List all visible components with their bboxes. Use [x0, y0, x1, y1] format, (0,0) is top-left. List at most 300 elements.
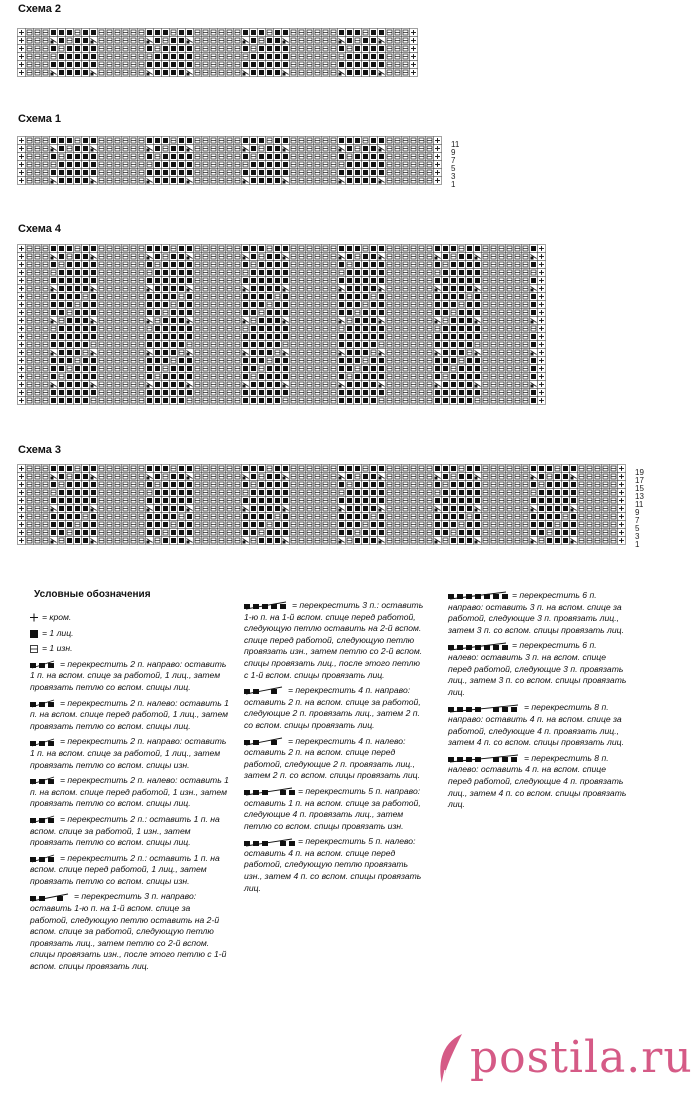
stitch-cell	[106, 521, 114, 529]
stitch-cell	[50, 245, 58, 253]
stitch-cell	[338, 161, 346, 169]
stitch-cell	[370, 53, 378, 61]
stitch-cell	[386, 153, 394, 161]
stitch-cell	[50, 373, 58, 381]
stitch-cell	[498, 253, 506, 261]
stitch-cell	[74, 513, 82, 521]
stitch-cell	[530, 489, 538, 497]
stitch-cell	[346, 137, 354, 145]
stitch-cell	[466, 373, 474, 381]
stitch-cell	[298, 365, 306, 373]
stitch-cell	[42, 293, 50, 301]
stitch-cell	[362, 45, 370, 53]
stitch-cell	[330, 365, 338, 373]
stitch-cell	[82, 177, 90, 185]
stitch-cell	[290, 497, 298, 505]
stitch-cell	[82, 293, 90, 301]
stitch-cell	[354, 285, 362, 293]
stitch-cell	[322, 341, 330, 349]
stitch-cell	[234, 465, 242, 473]
stitch-cell	[266, 325, 274, 333]
stitch-cell	[186, 137, 194, 145]
stitch-cell	[378, 285, 386, 293]
stitch-cell	[618, 537, 626, 545]
stitch-cell	[282, 53, 290, 61]
stitch-cell	[314, 145, 322, 153]
stitch-cell	[602, 505, 610, 513]
stitch-cell	[546, 521, 554, 529]
stitch-cell	[298, 145, 306, 153]
stitch-cell	[58, 69, 66, 77]
scheme-1-chart	[17, 136, 443, 186]
stitch-cell	[154, 45, 162, 53]
stitch-cell	[402, 153, 410, 161]
stitch-cell	[170, 161, 178, 169]
stitch-cell	[586, 481, 594, 489]
stitch-cell	[154, 177, 162, 185]
stitch-cell	[162, 489, 170, 497]
stitch-cell	[138, 349, 146, 357]
stitch-cell	[402, 301, 410, 309]
stitch-cell	[330, 37, 338, 45]
stitch-cell	[234, 481, 242, 489]
stitch-cell	[354, 325, 362, 333]
stitch-cell	[98, 373, 106, 381]
stitch-cell	[74, 293, 82, 301]
stitch-cell	[114, 389, 122, 397]
stitch-cell	[434, 349, 442, 357]
stitch-cell	[122, 245, 130, 253]
stitch-cell	[42, 177, 50, 185]
stitch-cell	[170, 317, 178, 325]
scheme-4-chart	[17, 244, 547, 406]
stitch-cell	[74, 177, 82, 185]
stitch-cell	[98, 325, 106, 333]
stitch-cell	[394, 177, 402, 185]
stitch-cell	[586, 513, 594, 521]
stitch-cell	[26, 309, 34, 317]
stitch-cell	[322, 489, 330, 497]
row-number: 1	[451, 180, 456, 190]
stitch-cell	[194, 325, 202, 333]
stitch-cell	[346, 341, 354, 349]
stitch-cell	[386, 137, 394, 145]
stitch-cell	[34, 37, 42, 45]
stitch-cell	[242, 317, 250, 325]
stitch-cell	[298, 317, 306, 325]
stitch-cell	[522, 529, 530, 537]
row-number: 11	[635, 500, 644, 510]
stitch-cell	[450, 357, 458, 365]
stitch-cell	[530, 269, 538, 277]
stitch-cell	[362, 301, 370, 309]
stitch-cell	[410, 489, 418, 497]
stitch-cell	[410, 37, 418, 45]
stitch-cell	[434, 333, 442, 341]
stitch-cell	[146, 325, 154, 333]
stitch-cell	[338, 285, 346, 293]
stitch-cell	[106, 277, 114, 285]
stitch-cell	[290, 69, 298, 77]
stitch-cell	[74, 489, 82, 497]
stitch-cell	[482, 529, 490, 537]
stitch-cell	[418, 537, 426, 545]
stitch-cell	[282, 521, 290, 529]
stitch-cell	[274, 489, 282, 497]
stitch-cell	[306, 61, 314, 69]
stitch-cell	[74, 473, 82, 481]
stitch-cell	[98, 301, 106, 309]
stitch-cell	[338, 473, 346, 481]
stitch-cell	[530, 513, 538, 521]
stitch-cell	[18, 277, 26, 285]
stitch-cell	[242, 537, 250, 545]
stitch-cell	[250, 161, 258, 169]
stitch-cell	[146, 529, 154, 537]
stitch-cell	[138, 381, 146, 389]
stitch-cell	[186, 497, 194, 505]
stitch-cell	[242, 505, 250, 513]
stitch-cell	[530, 309, 538, 317]
legend-item	[30, 736, 230, 771]
stitch-cell	[130, 169, 138, 177]
stitch-cell	[130, 397, 138, 405]
stitch-cell	[562, 497, 570, 505]
stitch-cell	[266, 245, 274, 253]
stitch-cell	[394, 169, 402, 177]
stitch-cell	[498, 349, 506, 357]
stitch-cell	[474, 317, 482, 325]
stitch-cell	[154, 365, 162, 373]
stitch-cell	[394, 253, 402, 261]
stitch-cell	[514, 489, 522, 497]
stitch-cell	[162, 373, 170, 381]
stitch-cell	[314, 529, 322, 537]
stitch-cell	[370, 269, 378, 277]
stitch-cell	[130, 537, 138, 545]
stitch-cell	[194, 357, 202, 365]
stitch-cell	[426, 285, 434, 293]
stitch-cell	[242, 465, 250, 473]
stitch-cell	[530, 465, 538, 473]
stitch-cell	[298, 293, 306, 301]
stitch-cell	[514, 301, 522, 309]
stitch-cell	[474, 465, 482, 473]
stitch-cell	[146, 261, 154, 269]
stitch-cell	[410, 529, 418, 537]
stitch-cell	[306, 497, 314, 505]
stitch-cell	[202, 373, 210, 381]
stitch-cell	[282, 389, 290, 397]
stitch-cell	[178, 357, 186, 365]
stitch-cell	[426, 489, 434, 497]
stitch-cell	[186, 349, 194, 357]
stitch-cell	[74, 37, 82, 45]
stitch-cell	[98, 177, 106, 185]
stitch-cell	[330, 285, 338, 293]
stitch-cell	[154, 373, 162, 381]
stitch-cell	[242, 309, 250, 317]
stitch-cell	[418, 473, 426, 481]
stitch-cell	[290, 45, 298, 53]
stitch-cell	[498, 309, 506, 317]
stitch-cell	[218, 513, 226, 521]
stitch-cell	[18, 61, 26, 69]
stitch-cell	[186, 301, 194, 309]
stitch-cell	[90, 349, 98, 357]
stitch-cell	[386, 277, 394, 285]
stitch-cell	[538, 473, 546, 481]
stitch-cell	[234, 349, 242, 357]
stitch-cell	[346, 489, 354, 497]
stitch-cell	[322, 253, 330, 261]
knit-symbol-icon	[30, 629, 38, 638]
stitch-cell	[362, 397, 370, 405]
stitch-cell	[26, 365, 34, 373]
stitch-cell	[602, 473, 610, 481]
stitch-cell	[298, 61, 306, 69]
stitch-cell	[50, 521, 58, 529]
stitch-cell	[386, 69, 394, 77]
stitch-cell	[322, 53, 330, 61]
stitch-cell	[466, 301, 474, 309]
stitch-cell	[122, 481, 130, 489]
stitch-cell	[402, 537, 410, 545]
stitch-cell	[450, 473, 458, 481]
stitch-cell	[450, 365, 458, 373]
stitch-cell	[170, 357, 178, 365]
stitch-cell	[130, 497, 138, 505]
stitch-cell	[98, 381, 106, 389]
stitch-cell	[514, 253, 522, 261]
stitch-cell	[330, 389, 338, 397]
stitch-cell	[282, 277, 290, 285]
stitch-cell	[482, 277, 490, 285]
stitch-cell	[90, 153, 98, 161]
stitch-cell	[434, 317, 442, 325]
stitch-cell	[498, 285, 506, 293]
stitch-cell	[450, 317, 458, 325]
stitch-cell	[226, 389, 234, 397]
stitch-cell	[594, 497, 602, 505]
stitch-cell	[394, 325, 402, 333]
stitch-cell	[106, 269, 114, 277]
stitch-cell	[418, 465, 426, 473]
stitch-cell	[434, 153, 442, 161]
stitch-cell	[274, 381, 282, 389]
stitch-cell	[34, 277, 42, 285]
stitch-cell	[434, 465, 442, 473]
c2rp-symbol-icon	[30, 738, 56, 747]
stitch-cell	[378, 521, 386, 529]
stitch-cell	[82, 357, 90, 365]
stitch-cell	[506, 389, 514, 397]
stitch-cell	[258, 301, 266, 309]
stitch-cell	[90, 489, 98, 497]
stitch-cell	[242, 341, 250, 349]
stitch-cell	[522, 317, 530, 325]
stitch-cell	[74, 389, 82, 397]
stitch-cell	[98, 537, 106, 545]
stitch-cell	[90, 497, 98, 505]
stitch-cell	[178, 389, 186, 397]
stitch-cell	[202, 37, 210, 45]
stitch-cell	[82, 69, 90, 77]
stitch-cell	[114, 285, 122, 293]
stitch-cell	[314, 349, 322, 357]
legend-item	[448, 753, 628, 811]
stitch-cell	[362, 465, 370, 473]
stitch-cell	[298, 325, 306, 333]
stitch-cell	[338, 277, 346, 285]
stitch-cell	[362, 389, 370, 397]
stitch-cell	[538, 521, 546, 529]
stitch-cell	[186, 61, 194, 69]
stitch-cell	[338, 261, 346, 269]
stitch-cell	[202, 245, 210, 253]
stitch-cell	[482, 309, 490, 317]
stitch-cell	[482, 285, 490, 293]
stitch-cell	[386, 145, 394, 153]
stitch-cell	[234, 245, 242, 253]
stitch-cell	[450, 397, 458, 405]
stitch-cell	[106, 61, 114, 69]
stitch-cell	[18, 373, 26, 381]
stitch-cell	[146, 373, 154, 381]
stitch-cell	[514, 269, 522, 277]
stitch-cell	[250, 29, 258, 37]
stitch-cell	[346, 69, 354, 77]
legend-text: = перекрестить 4 п. налево: оставить 2 п. на вспом. спице перед работой, следующие 2 п. провязать лиц., затем 2 п. со вспом. спицы провязать лиц.	[244, 735, 420, 781]
stitch-cell	[354, 53, 362, 61]
stitch-cell	[50, 397, 58, 405]
stitch-cell	[354, 333, 362, 341]
stitch-cell	[490, 389, 498, 397]
stitch-cell	[114, 145, 122, 153]
stitch-cell	[114, 505, 122, 513]
legend-text: = перекрестить 8 п. налево: оставить 4 п. на вспом. спице перед работой, следующие 4 п. провязать лиц., затем 4 п. со вспом. спицы провязать лиц.	[448, 752, 627, 810]
stitch-cell	[546, 505, 554, 513]
stitch-cell	[450, 481, 458, 489]
stitch-cell	[122, 29, 130, 37]
scheme-4-title: Схема 4	[18, 223, 62, 235]
stitch-cell	[218, 381, 226, 389]
stitch-cell	[106, 381, 114, 389]
stitch-cell	[234, 261, 242, 269]
stitch-cell	[506, 293, 514, 301]
stitch-cell	[434, 473, 442, 481]
c5l-symbol-icon	[244, 838, 294, 847]
stitch-cell	[618, 497, 626, 505]
stitch-cell	[330, 153, 338, 161]
stitch-cell	[154, 69, 162, 77]
stitch-cell	[514, 285, 522, 293]
stitch-cell	[26, 489, 34, 497]
stitch-cell	[154, 497, 162, 505]
stitch-cell	[362, 309, 370, 317]
stitch-cell	[114, 269, 122, 277]
stitch-cell	[42, 29, 50, 37]
stitch-cell	[282, 153, 290, 161]
stitch-cell	[186, 161, 194, 169]
stitch-cell	[26, 521, 34, 529]
stitch-cell	[314, 301, 322, 309]
stitch-cell	[146, 489, 154, 497]
stitch-cell	[370, 169, 378, 177]
stitch-cell	[330, 481, 338, 489]
stitch-cell	[202, 317, 210, 325]
stitch-cell	[458, 473, 466, 481]
stitch-cell	[162, 473, 170, 481]
stitch-cell	[18, 37, 26, 45]
stitch-cell	[306, 341, 314, 349]
stitch-cell	[466, 277, 474, 285]
stitch-cell	[466, 325, 474, 333]
stitch-cell	[322, 245, 330, 253]
stitch-cell	[402, 277, 410, 285]
stitch-cell	[138, 153, 146, 161]
stitch-cell	[514, 397, 522, 405]
stitch-cell	[242, 325, 250, 333]
stitch-cell	[538, 325, 546, 333]
stitch-cell	[538, 465, 546, 473]
stitch-cell	[210, 45, 218, 53]
legend-text: = перекрестить 6 п. налево: оставить 3 п. на вспом. спице перед работой, следующие 3 п. провязать лиц., затем 3 п. со вспом. спицы провязать лиц.	[448, 640, 627, 697]
stitch-cell	[498, 381, 506, 389]
stitch-cell	[378, 69, 386, 77]
stitch-cell	[458, 513, 466, 521]
stitch-cell	[146, 497, 154, 505]
stitch-cell	[218, 357, 226, 365]
stitch-cell	[114, 161, 122, 169]
stitch-cell	[130, 489, 138, 497]
stitch-cell	[506, 261, 514, 269]
stitch-cell	[298, 397, 306, 405]
stitch-cell	[194, 397, 202, 405]
stitch-cell	[66, 61, 74, 69]
stitch-cell	[122, 365, 130, 373]
stitch-cell	[90, 253, 98, 261]
stitch-cell	[370, 37, 378, 45]
stitch-cell	[18, 69, 26, 77]
stitch-cell	[394, 489, 402, 497]
stitch-cell	[418, 373, 426, 381]
stitch-cell	[274, 349, 282, 357]
stitch-cell	[98, 37, 106, 45]
stitch-cell	[418, 245, 426, 253]
stitch-cell	[234, 277, 242, 285]
stitch-cell	[610, 529, 618, 537]
stitch-cell	[314, 37, 322, 45]
stitch-cell	[362, 333, 370, 341]
stitch-cell	[82, 317, 90, 325]
stitch-cell	[482, 269, 490, 277]
stitch-cell	[594, 489, 602, 497]
stitch-cell	[210, 245, 218, 253]
stitch-cell	[18, 381, 26, 389]
stitch-cell	[74, 397, 82, 405]
stitch-cell	[106, 357, 114, 365]
stitch-cell	[242, 29, 250, 37]
stitch-cell	[42, 161, 50, 169]
stitch-cell	[434, 497, 442, 505]
stitch-cell	[378, 489, 386, 497]
stitch-cell	[410, 357, 418, 365]
stitch-cell	[458, 277, 466, 285]
stitch-cell	[194, 489, 202, 497]
stitch-cell	[74, 45, 82, 53]
stitch-cell	[34, 373, 42, 381]
